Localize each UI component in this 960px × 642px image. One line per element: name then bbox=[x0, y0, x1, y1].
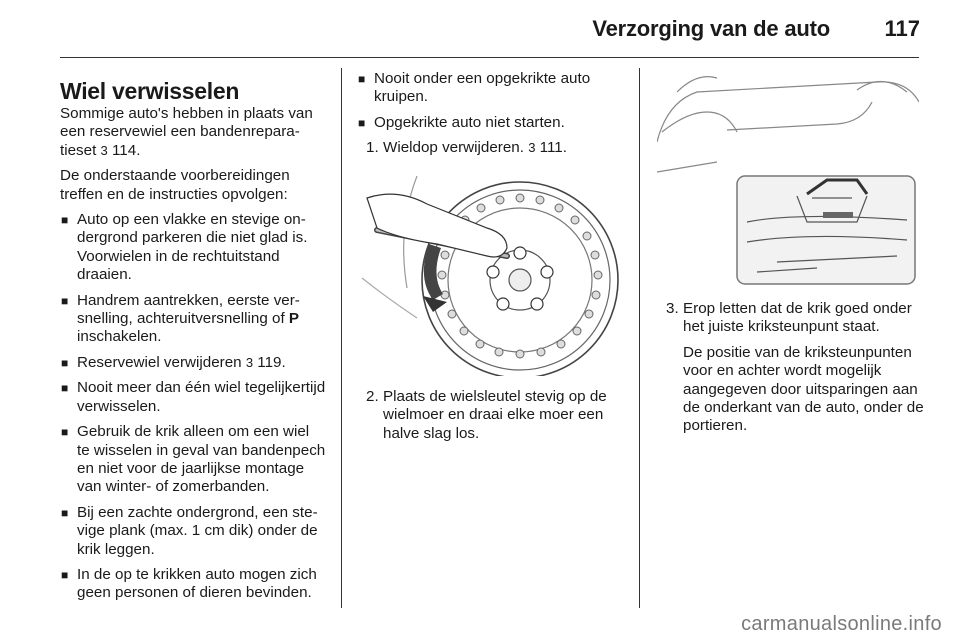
list-item: ■ Opgekrikte auto niet starten. bbox=[358, 113, 565, 131]
column-divider-1 bbox=[341, 68, 342, 608]
page-ref-icon: 3 bbox=[100, 142, 108, 158]
step-3-note: De positie van de kriksteunpunten voor en achter wordt mogelijk aangegeven door uitsparingen aan de onderkant van de auto, onder de portieren. bbox=[683, 343, 924, 435]
bullet-icon: ■ bbox=[61, 425, 69, 440]
page-ref-icon: 3 bbox=[245, 354, 254, 370]
list-item: ■ Handrem aantrekken, eerste versnelling, achteruitversnelling of P inschakelen. bbox=[61, 291, 300, 346]
list-item: ■ Reservewiel verwijderen 3 119. bbox=[61, 353, 286, 371]
bullet-icon: ■ bbox=[61, 293, 69, 308]
wheel-wrench-illustration bbox=[357, 168, 627, 376]
bullet-icon: ■ bbox=[61, 381, 69, 396]
header-divider bbox=[60, 57, 919, 58]
page-ref-icon: 3 bbox=[528, 140, 536, 156]
page-number: 117 bbox=[884, 16, 920, 41]
list-item: ■ Auto op een vlakke en stevige ondergrond parkeren die niet glad is. Voorwielen in de rechtuitstand draaien. bbox=[61, 211, 308, 284]
list-item: ■ In de op te krikken auto mogen zich geen personen of dieren bevinden. bbox=[61, 565, 317, 602]
column-3 bbox=[657, 300, 927, 436]
list-item: ■ Nooit meer dan één wiel tegelijkertijd verwisselen. bbox=[61, 379, 326, 415]
jack-position-illustration bbox=[657, 72, 919, 288]
step-3: 3. Erop letten dat de krik goed onder het juiste kriksteunpunt staat. bbox=[666, 300, 912, 336]
page-heading: Wiel verwisselen bbox=[60, 78, 240, 104]
bullet-icon: ■ bbox=[61, 213, 69, 228]
bullet-icon: ■ bbox=[61, 567, 69, 582]
column-2 bbox=[357, 70, 627, 158]
list-item: ■ Bij een zachte ondergrond, een stevige plank (max. 1 cm dik) onder de krik leggen. bbox=[61, 503, 318, 558]
step-1: 1. Wieldop verwijderen. 3 111. bbox=[366, 139, 567, 157]
bullet-icon: ■ bbox=[61, 505, 69, 520]
column-1 bbox=[60, 70, 326, 610]
column-divider-2 bbox=[639, 68, 640, 608]
intro-paragraph: Sommige auto's hebben in plaats van een reservewiel een bandenreparatieset 3 114. bbox=[60, 105, 313, 159]
step-2: 2. Plaats de wielsleutel stevig op de wielmoer en draai elke moer een halve slag los. bbox=[366, 388, 607, 442]
bullet-icon: ■ bbox=[358, 72, 366, 86]
bullet-icon: ■ bbox=[61, 355, 69, 370]
column-2-lower bbox=[357, 388, 627, 450]
prep-paragraph: De onderstaande voorbereidingen treffen en de instructies opvolgen: bbox=[60, 167, 290, 203]
section-title: Verzorging van de auto bbox=[592, 16, 830, 41]
watermark: carmanualsonline.info bbox=[741, 613, 942, 635]
list-item: ■ Nooit onder een opgekrikte auto kruipen. bbox=[358, 70, 591, 106]
list-item: ■ Gebruik de krik alleen om een wiel te wisselen in geval van bandenpech en niet voor de jaarlijkse montage van winter- of zomerbanden. bbox=[61, 423, 326, 496]
bullet-icon: ■ bbox=[358, 115, 366, 130]
